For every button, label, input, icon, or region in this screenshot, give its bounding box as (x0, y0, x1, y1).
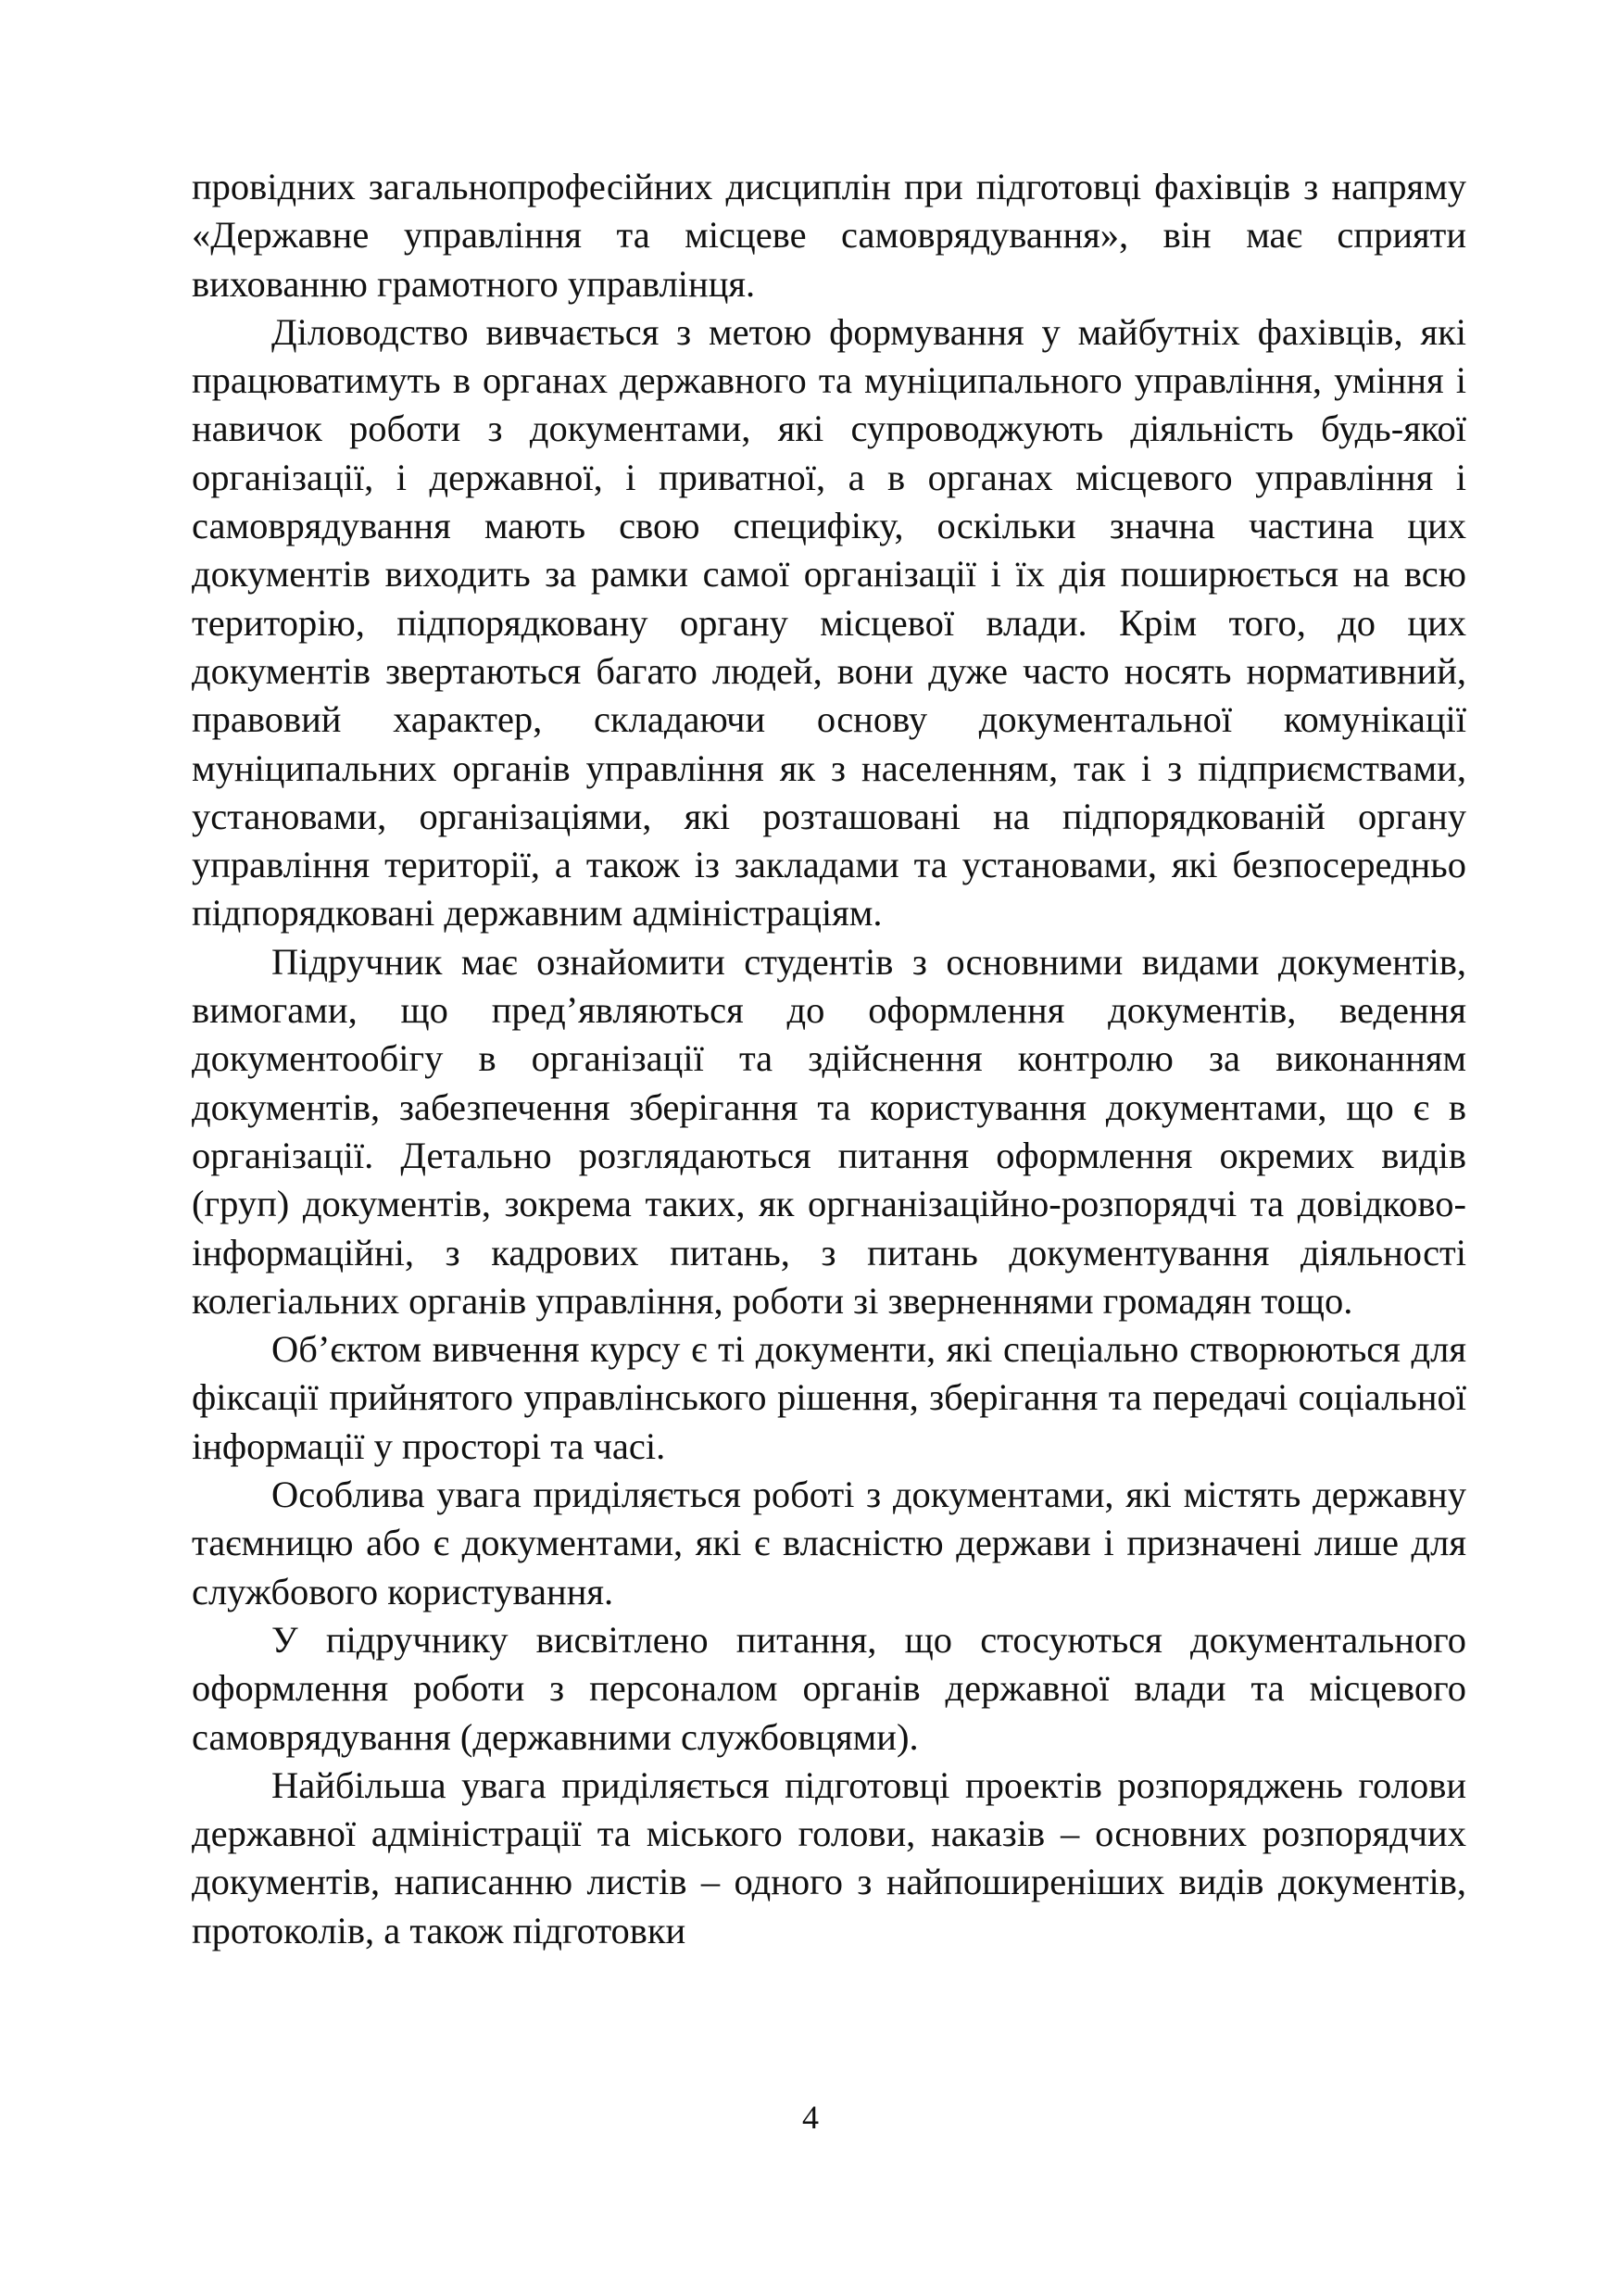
paragraph-2: Діловодство вивчається з метою формування у майбутніх фахівців, які працюватимуть в органах державного та муніципального управління, уміння і навичок роботи з документами, які супроводжують діяльність будь-якої організації, і державної, і приватної, а в органах місцевого управління і самоврядування мають свою специфіку, оскільки значна частина цих документів виходить за рамки самої організації і їх дія поширюється на всю територію, підпорядковану органу місцевої влади. Крім того, до цих документів звертаються багато людей, вони дуже часто носять нормативний, правовий характер, складаючи основу документальної комунікації муніципальних органів управління як з населенням, так і з підприємствами, установами, організаціями, які розташовані на підпорядкованій органу управління території, а також із закладами та установами, які безпосередньо підпорядковані державним адміністраціям. (192, 310, 1466, 935)
paragraph-4: Об’єктом вивчення курсу є ті документи, які спеціально створюються для фіксації прийнятого управлінського рішення, зберігання та передачі соціальної інформації у просторі та часі. (192, 1328, 1466, 1467)
paragraph-1: провідних загальнопрофесійних дисциплін при підготовці фахівців з напряму «Державне управління та місцеве самоврядування», він має сприяти вихованню грамотного управлінця. (192, 166, 1466, 305)
paragraph-7: Найбільша увага приділяється підготовці проектів розпоряджень голови державної адміністрації та міського голови, наказів – основних розпорядчих документів, написанню листів – одного з найпоширеніших видів документів, протоколів, а також підготовки (192, 1763, 1466, 1951)
paragraph-5: Особлива увага приділяється роботі з документами, які містять державну таємницю або є документами, які є власністю держави і призначені лише для службового користування. (192, 1474, 1466, 1612)
paragraph-3: Підручник має ознайомити студентів з основними видами документів, вимогами, що пред’являються до оформлення документів, ведення документообігу в організації та здійснення контролю за виконанням документів, забезпечення зберігання та користування документами, що є в організації. Детально розглядаються питання оформлення окремих видів (груп) документів, зокрема таких, як оргнанізаційно-розпорядчі та довідково-інформаційні, з кадрових питань, з питань документування діяльності колегіальних органів управління, роботи зі зверненнями громадян тощо. (192, 940, 1466, 1322)
paragraph-6: У підручнику висвітлено питання, що стосуються документального оформлення роботи з персоналом органів державної влади та місцевого самоврядування (державними службовцями). (192, 1618, 1466, 1758)
body-text (192, 163, 1466, 1955)
page-number: 4 (802, 2099, 819, 2136)
